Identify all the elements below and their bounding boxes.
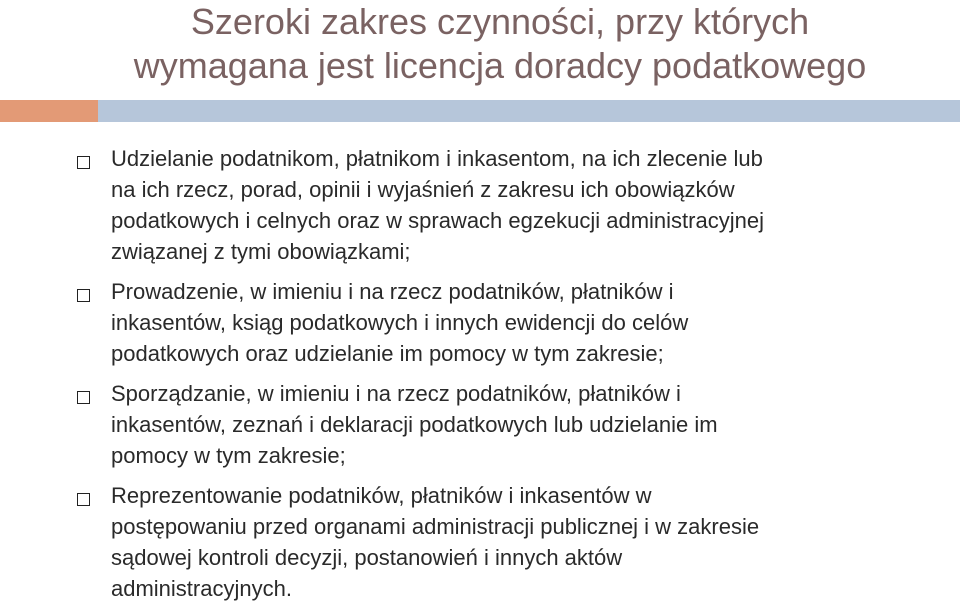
title-line-2: wymagana jest licencja doradcy podatkowego xyxy=(133,45,867,86)
bullet-line: podatkowych i celnych oraz w sprawach egzekucji administracyjnej xyxy=(111,208,764,233)
bullet-text xyxy=(111,143,921,267)
bullet-line: Prowadzenie, w imieniu i na rzecz podatników, płatników i xyxy=(111,279,674,304)
divider-accent-left xyxy=(0,100,98,122)
bullet-line: inkasentów, ksiąg podatkowych i innych ewidencji do celów xyxy=(111,310,689,335)
slide-title xyxy=(60,0,940,88)
title-divider-bar xyxy=(0,100,960,122)
list-item xyxy=(0,480,960,604)
title-line-1: Szeroki zakres czynności, przy których xyxy=(190,1,810,42)
list-item xyxy=(0,143,960,267)
bullet-list xyxy=(0,143,960,612)
bullet-line: Udzielanie podatnikom, płatnikom i inkasentom, na ich zlecenie lub xyxy=(111,146,763,171)
bullet-text xyxy=(111,378,921,471)
bullet-line: podatkowych oraz udzielanie im pomocy w tym zakresie; xyxy=(111,341,664,366)
hollow-square-icon xyxy=(77,493,90,506)
bullet-line: związanej z tymi obowiązkami; xyxy=(111,239,411,264)
hollow-square-icon xyxy=(77,391,90,404)
hollow-square-icon xyxy=(77,289,90,302)
bullet-line: administracyjnych. xyxy=(111,576,292,601)
divider-accent-right xyxy=(98,100,960,122)
bullet-text xyxy=(111,480,921,604)
bullet-line: Sporządzanie, w imieniu i na rzecz podatników, płatników i xyxy=(111,381,681,406)
bullet-line: na ich rzecz, porad, opinii i wyjaśnień z zakresu ich obowiązków xyxy=(111,177,735,202)
bullet-text xyxy=(111,276,921,369)
bullet-line: Reprezentowanie podatników, płatników i inkasentów w xyxy=(111,483,652,508)
hollow-square-icon xyxy=(77,156,90,169)
bullet-line: sądowej kontroli decyzji, postanowień i innych aktów xyxy=(111,545,623,570)
bullet-line: inkasentów, zeznań i deklaracji podatkowych lub udzielanie im xyxy=(111,412,718,437)
list-item xyxy=(0,276,960,369)
bullet-line: postępowaniu przed organami administracji publicznej i w zakresie xyxy=(111,514,760,539)
bullet-line: pomocy w tym zakresie; xyxy=(111,443,346,468)
list-item xyxy=(0,378,960,471)
